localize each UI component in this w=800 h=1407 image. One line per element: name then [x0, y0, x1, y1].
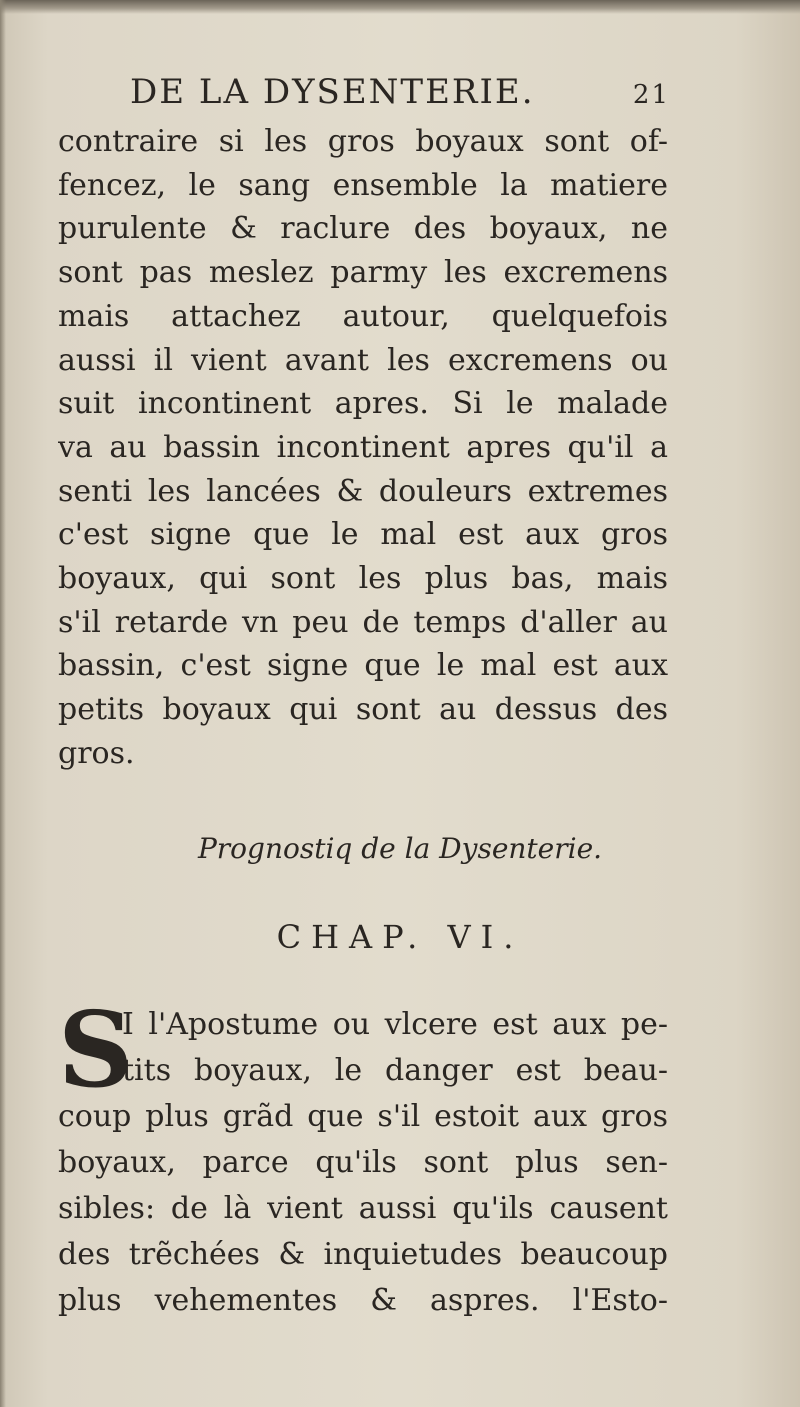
text-line: sont pas meslez parmy les excremens — [58, 255, 668, 291]
text-line: boyaux, qui sont les plus bas, mais — [58, 561, 668, 597]
text-line: purulente & raclure des boyaux, ne — [58, 211, 668, 247]
text-line: fencez, le sang ensemble la matiere — [58, 167, 668, 203]
page-number: 21 — [632, 80, 670, 110]
text-line: senti les lancées & douleurs extremes — [58, 473, 668, 509]
paragraph-2 — [58, 988, 668, 1324]
text-line: des trẽchées & inquietudes beaucoup — [58, 1237, 668, 1272]
paragraph-1 — [58, 120, 668, 776]
page-top-edge — [0, 0, 800, 14]
text-line: suit incontinent apres. Si le malade — [58, 386, 668, 422]
text-line: I l'Apostume ou vlcere est aux pe- — [122, 1007, 668, 1042]
text-line: mais attachez autour, quelquefois — [58, 298, 668, 334]
text-line: tits boyaux, le danger est beau- — [122, 1053, 668, 1088]
drop-cap: S — [58, 988, 134, 1111]
running-title: DE LA DYSENTERIE. — [130, 72, 535, 112]
text-line: coup plus grãd que s'il estoit aux gros — [58, 1099, 668, 1134]
text-line: gros. — [58, 735, 135, 771]
running-header — [130, 72, 670, 112]
text-line: va au bassin incontinent apres qu'il a — [58, 429, 668, 465]
text-line: bassin, c'est signe que le mal est aux — [58, 648, 668, 684]
chapter-heading: CHAP. VI. — [276, 918, 524, 956]
text-line: contraire si les gros boyaux sont of- — [58, 124, 668, 159]
page-left-edge — [0, 0, 6, 1407]
text-line: aussi il vient avant les excremens ou — [58, 342, 668, 378]
text-line: boyaux, parce qu'ils sont plus sen- — [58, 1145, 668, 1180]
text-line: s'il retarde vn peu de temps d'aller au — [58, 604, 668, 640]
text-line: plus vehementes & aspres. l'Esto- — [58, 1283, 668, 1318]
text-line: sibles: de là vient aussi qu'ils causent — [58, 1191, 668, 1226]
section-title: Prognostiq de la Dysenterie. — [197, 832, 603, 865]
text-line: petits boyaux qui sont au dessus des — [58, 692, 668, 728]
text-line: c'est signe que le mal est aux gros — [58, 517, 668, 553]
